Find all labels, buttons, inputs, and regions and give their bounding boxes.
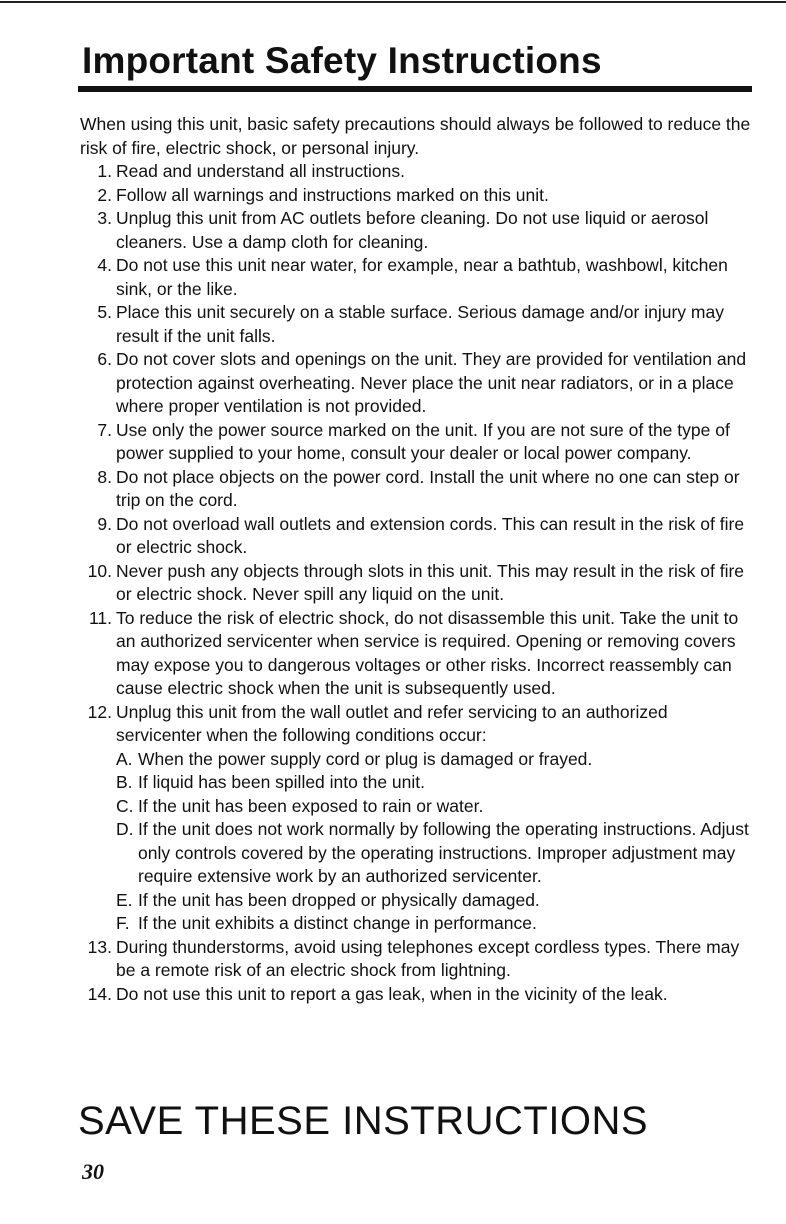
condition-item [116,889,752,913]
instruction-item [80,419,752,466]
condition-letter: A. [116,748,133,769]
condition-letter: E. [116,889,133,910]
item-text: Unplug this unit from AC outlets before cleaning. Do not use liquid or aerosol cleaners. Use a damp cloth for cleaning. [116,208,709,252]
condition-item [116,771,752,795]
condition-letter: C. [116,795,134,816]
item-text: Unplug this unit from the wall outlet and refer servicing to an authorized servicenter when the following conditions occur: [116,701,668,745]
condition-item [116,818,752,889]
condition-text: If the unit exhibits a distinct change in performance. [138,913,537,933]
item-number: 12. [87,701,112,722]
instruction-list [80,160,752,1006]
item-number: 4. [97,255,112,275]
item-body [116,701,752,936]
save-instructions-notice: SAVE THESE INSTRUCTIONS [78,1099,649,1143]
item-number: 8. [97,466,112,487]
item-text: Do not place objects on the power cord. Install the unit where no one can step or trip on the cord. [116,466,740,510]
item-text: Read and understand all instructions. [116,161,405,181]
item-number: 10. [87,560,112,581]
instruction-item [80,207,752,254]
item-text: Never push any objects through slots in this unit. This may result in the risk of fire or electric shock. Never spill any liquid on the unit. [116,560,745,604]
item-text: Use only the power source marked on the unit. If you are not sure of the type of power supplied to your home, consult your dealer or local power company. [116,419,730,463]
title-underline-rule [78,86,752,92]
condition-sublist [116,748,752,936]
condition-text: If the unit has been dropped or physically damaged. [138,889,540,910]
item-number: 1. [97,161,112,181]
instruction-item [80,160,752,184]
item-number: 9. [97,513,112,534]
item-text: To reduce the risk of electric shock, do not disassemble this unit. Take the unit to an authorized servicenter when service is required. Opening or removing covers may expose you to dangerous voltages or other risks. Incorrect reassembly can cause electric shock when the unit is subsequently used. [116,607,739,698]
item-text: Do not overload wall outlets and extension cords. This can result in the risk of fire or electric shock. [116,513,745,557]
instruction-item [80,560,752,607]
condition-item [116,795,752,819]
instruction-item [80,983,752,1007]
instruction-item [80,184,752,208]
instructions-content [80,113,752,1006]
item-text: Do not cover slots and openings on the unit. They are provided for ventilation and protection against overheating. Never place the unit near radiators, or in a place where proper ventilation is not provided. [116,349,747,416]
condition-letter: B. [116,772,133,792]
instruction-item [80,301,752,348]
condition-letter: F. [116,913,130,933]
condition-text: If the unit does not work normally by following the operating instructions. Adjust only controls covered by the operating instructions. Improper adjustment may require extensive work by an authorized servicenter. [138,819,749,886]
top-border-rule [0,1,786,3]
item-number: 3. [97,208,112,228]
intro-paragraph: When using this unit, basic safety precautions should always be followed to reduce the risk of fire, electric shock, or personal injury. [80,114,751,158]
item-text: Follow all warnings and instructions marked on this unit. [116,184,549,205]
instruction-item [80,607,752,701]
instruction-item [80,513,752,560]
item-number: 5. [97,302,112,322]
item-number: 6. [97,349,112,369]
instruction-item [80,701,752,936]
item-number: 14. [87,983,112,1004]
condition-item [116,912,752,936]
instruction-item [80,348,752,419]
item-number: 2. [97,184,112,205]
item-text: During thunderstorms, avoid using telephones except cordless types. There may be a remote risk of an electric shock from lightning. [116,936,740,980]
condition-text: When the power supply cord or plug is damaged or frayed. [138,748,593,769]
instruction-item [80,466,752,513]
item-number: 7. [97,419,112,440]
page-title: Important Safety Instructions [82,40,602,81]
condition-letter: D. [116,819,134,839]
condition-text: If liquid has been spilled into the unit. [138,772,425,792]
item-text: Do not use this unit near water, for example, near a bathtub, washbowl, kitchen sink, or the like. [116,255,728,299]
item-number: 13. [87,936,112,957]
instruction-item [80,254,752,301]
instruction-item [80,936,752,983]
page-number: 30 [82,1159,104,1184]
condition-text: If the unit has been exposed to rain or water. [138,795,484,816]
item-text: Place this unit securely on a stable surface. Serious damage and/or injury may result if the unit falls. [116,302,724,346]
item-number: 11. [88,607,112,628]
condition-item [116,748,752,772]
item-text: Do not use this unit to report a gas leak, when in the vicinity of the leak. [116,983,668,1004]
